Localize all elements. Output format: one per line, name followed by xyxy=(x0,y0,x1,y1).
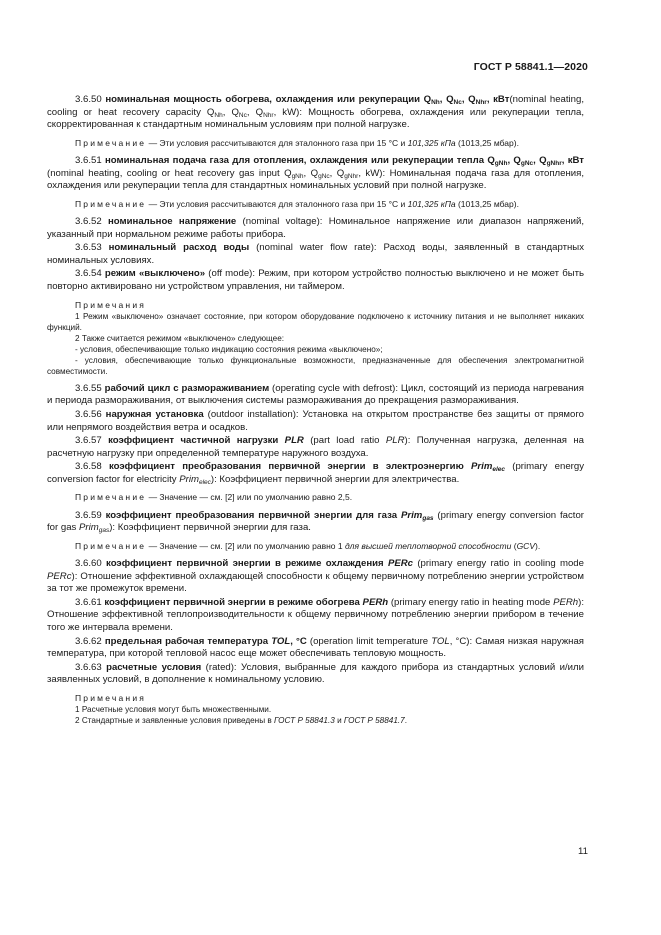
note-3-6-58: Примечание — Значение — см. [2] или по умолчанию равно 2,5. xyxy=(75,492,353,503)
clause-term: номинальная мощность обогрева, охлаждения или рекуперации $Q_{Nh}$, $Q_{Nc}$, $Q_{Nhr}$, кВт xyxy=(105,94,510,106)
clause-3-6-52: 3.6.52 номинальное напряжение (nominal voltage): Номинальное напряжение или диапазон напряжений, указанный при нормальном режиме работы прибора. xyxy=(47,215,584,240)
note-item: - условия, обеспечивающие только функциональные возможности, предназначенные для обеспечения электромагнитной совместимости. xyxy=(47,355,584,376)
note-3-6-50: Примечание — Эти условия рассчитываются для эталонного газа при 15 °С и 101,325 кПа (1013,25 мбар). xyxy=(75,137,519,148)
document-body xyxy=(47,94,584,726)
clause-3-6-54: 3.6.54 режим «выключено» (off mode): Режим, при котором устройство полностью выключено и не может быть повторно активировано ни устройством управления, ни таймером. xyxy=(47,268,584,292)
clause-term: номинальное напряжение xyxy=(108,215,237,227)
note-item: - условия, обеспечивающие только индикацию состояния режима «выключено»; xyxy=(75,344,383,354)
clause-term: коэффициент преобразования первичной энергии для газа Prim$_{gas}$ xyxy=(105,509,434,522)
clause-term: наружная установка xyxy=(105,408,204,420)
clause-3-6-56: 3.6.56 наружная установка (outdoor installation): Установка на открытом пространстве без защиты от прямого или непрямого воздействия ветра и осадков. xyxy=(47,408,584,433)
clause-3-6-62: 3.6.62 предельная рабочая температура TOL, °С (operation limit temperature TOL, °C): Самая низкая наружная температура, при которой тепловой насос еще может обеспечивать тепловую мощность. xyxy=(47,635,584,660)
standard-header: ГОСТ Р 58841.1—2020 xyxy=(473,61,588,73)
clause-3-6-55: 3.6.55 рабочий цикл с размораживанием (operating cycle with defrost): Цикл, состоящий из периода нагревания и периода размораживания, от выключения системы размораживания до прекращения размораживания. xyxy=(47,382,584,407)
clause-3-6-51: 3.6.51 номинальная подача газа для отопления, охлаждения или рекуперации тепла $Q_{gNh}$, $Q_{gNc}$, $Q_{gNhr}$, кВт (nominal heating, cooling or heat recovery gas input $Q_{gNh}$, $Q_{gNc}$, $Q_{gNhr}$, kW): Номинальная подача газа для отопления, охлаждения или рекуперации тепла для стандартных номинальных условий при полной нагрузке. xyxy=(47,154,585,192)
notes-heading: Примечания xyxy=(75,693,147,704)
note-item: 2 Стандартные и заявленные условия приведены в ГОСТ Р 58841.3 и ГОСТ Р 58841.7. xyxy=(75,716,408,726)
clause-term: коэффициент первичной энергии в режиме обогрева PERh xyxy=(104,596,389,608)
clause-term: коэффициент частичной нагрузки PLR xyxy=(108,435,304,447)
page-number: 11 xyxy=(578,846,588,857)
clause-term: расчетные условия xyxy=(106,661,202,673)
note-item: 1 Режим «выключено» означает состояние, при котором оборудование подключено к источнику питания и не выполняет никаких функций. xyxy=(47,311,584,332)
clause-term: предельная рабочая температура TOL, °С xyxy=(104,635,307,647)
clause-3-6-63: 3.6.63 расчетные условия (rated): Условия, выбранные для каждого прибора из стандартных условий и/или заявленных условий, в дополнение к номинальному условию. xyxy=(47,661,584,686)
note-item: 1 Расчетные условия могут быть множественными. xyxy=(75,705,272,715)
clause-term: коэффициент первичной энергии в режиме охлаждения PERc xyxy=(106,558,414,570)
note-item: 2 Также считается режимом «выключено» следующее: xyxy=(75,333,285,343)
clause-number: 3.6.50 xyxy=(75,94,102,105)
note-3-6-51: Примечание — Эти условия рассчитываются для эталонного газа при 15 °С и 101,325 кПа (1013,25 мбар). xyxy=(75,198,519,209)
clause-term: режим «выключено» xyxy=(104,268,206,280)
clause-term: коэффициент преобразования первичной энергии в электроэнергию Prim$_{elec}$ xyxy=(108,461,506,474)
clause-3-6-60: 3.6.60 коэффициент первичной энергии в режиме охлаждения PERc (primary energy ratio in cooling mode PERc): Отношение эффективной охлаждающей способности к общему первичному потреблению энергии устройством за тот же промежуток времени. xyxy=(47,558,584,595)
clause-term: номинальная подача газа для отопления, охлаждения или рекуперации тепла $Q_{gNh}$, $Q_{gNc}$, $Q_{gNhr}$, кВт xyxy=(104,154,584,167)
clause-3-6-61: 3.6.61 коэффициент первичной энергии в режиме обогрева PERh (primary energy ratio in heating mode PERh): Отношение эффективной теплопроизводительности к общему первичному потреблению энергии прибором в течение того же интервала времени. xyxy=(47,596,584,634)
note-3-6-59: Примечание — Значение — см. [2] или по умолчанию равно 1 для высшей теплотворной способности (GCV). xyxy=(75,540,541,551)
clause-3-6-58: 3.6.58 коэффициент преобразования первичной энергии в электроэнергию Prim$_{elec}$ (primary energy conversion factor for electricity Prim$_{elec}$): Коэффициент первичной энергии для электричества. xyxy=(47,461,585,486)
clause-3-6-53: 3.6.53 номинальный расход воды (nominal water flow rate): Расход воды, заявленный в стандартных номинальных условиях. xyxy=(47,242,584,266)
clause-3-6-50: 3.6.50 номинальная мощность обогрева, охлаждения или рекуперации $Q_{Nh}$, $Q_{Nc}$, $Q_{Nhr}$, кВт(nominal heating, cooling or heat recovery capacity $Q_{Nh}$, $Q_{Nc}$, $Q_{Nhr}$, kW): Мощность обогрева, охлаждения или рекуперации тепла, скорректированная к стандартным номинальным условиям при полной нагрузке. xyxy=(47,94,585,131)
clause-term: номинальный расход воды xyxy=(108,242,250,254)
notes-heading: Примечания xyxy=(75,299,147,310)
clause-term: рабочий цикл с размораживанием xyxy=(104,382,270,394)
clause-3-6-59: 3.6.59 коэффициент преобразования первичной энергии для газа Prim$_{gas}$ (primary energy conversion factor for gas Prim$_{gas}$): Коэффициент первичной энергии для газа. xyxy=(47,509,584,535)
clause-3-6-57: 3.6.57 коэффициент частичной нагрузки PLR (part load ratio PLR): Полученная нагрузка, деленная на расчетную нагрузку при определенной температуре наружного воздуха. xyxy=(47,435,584,459)
